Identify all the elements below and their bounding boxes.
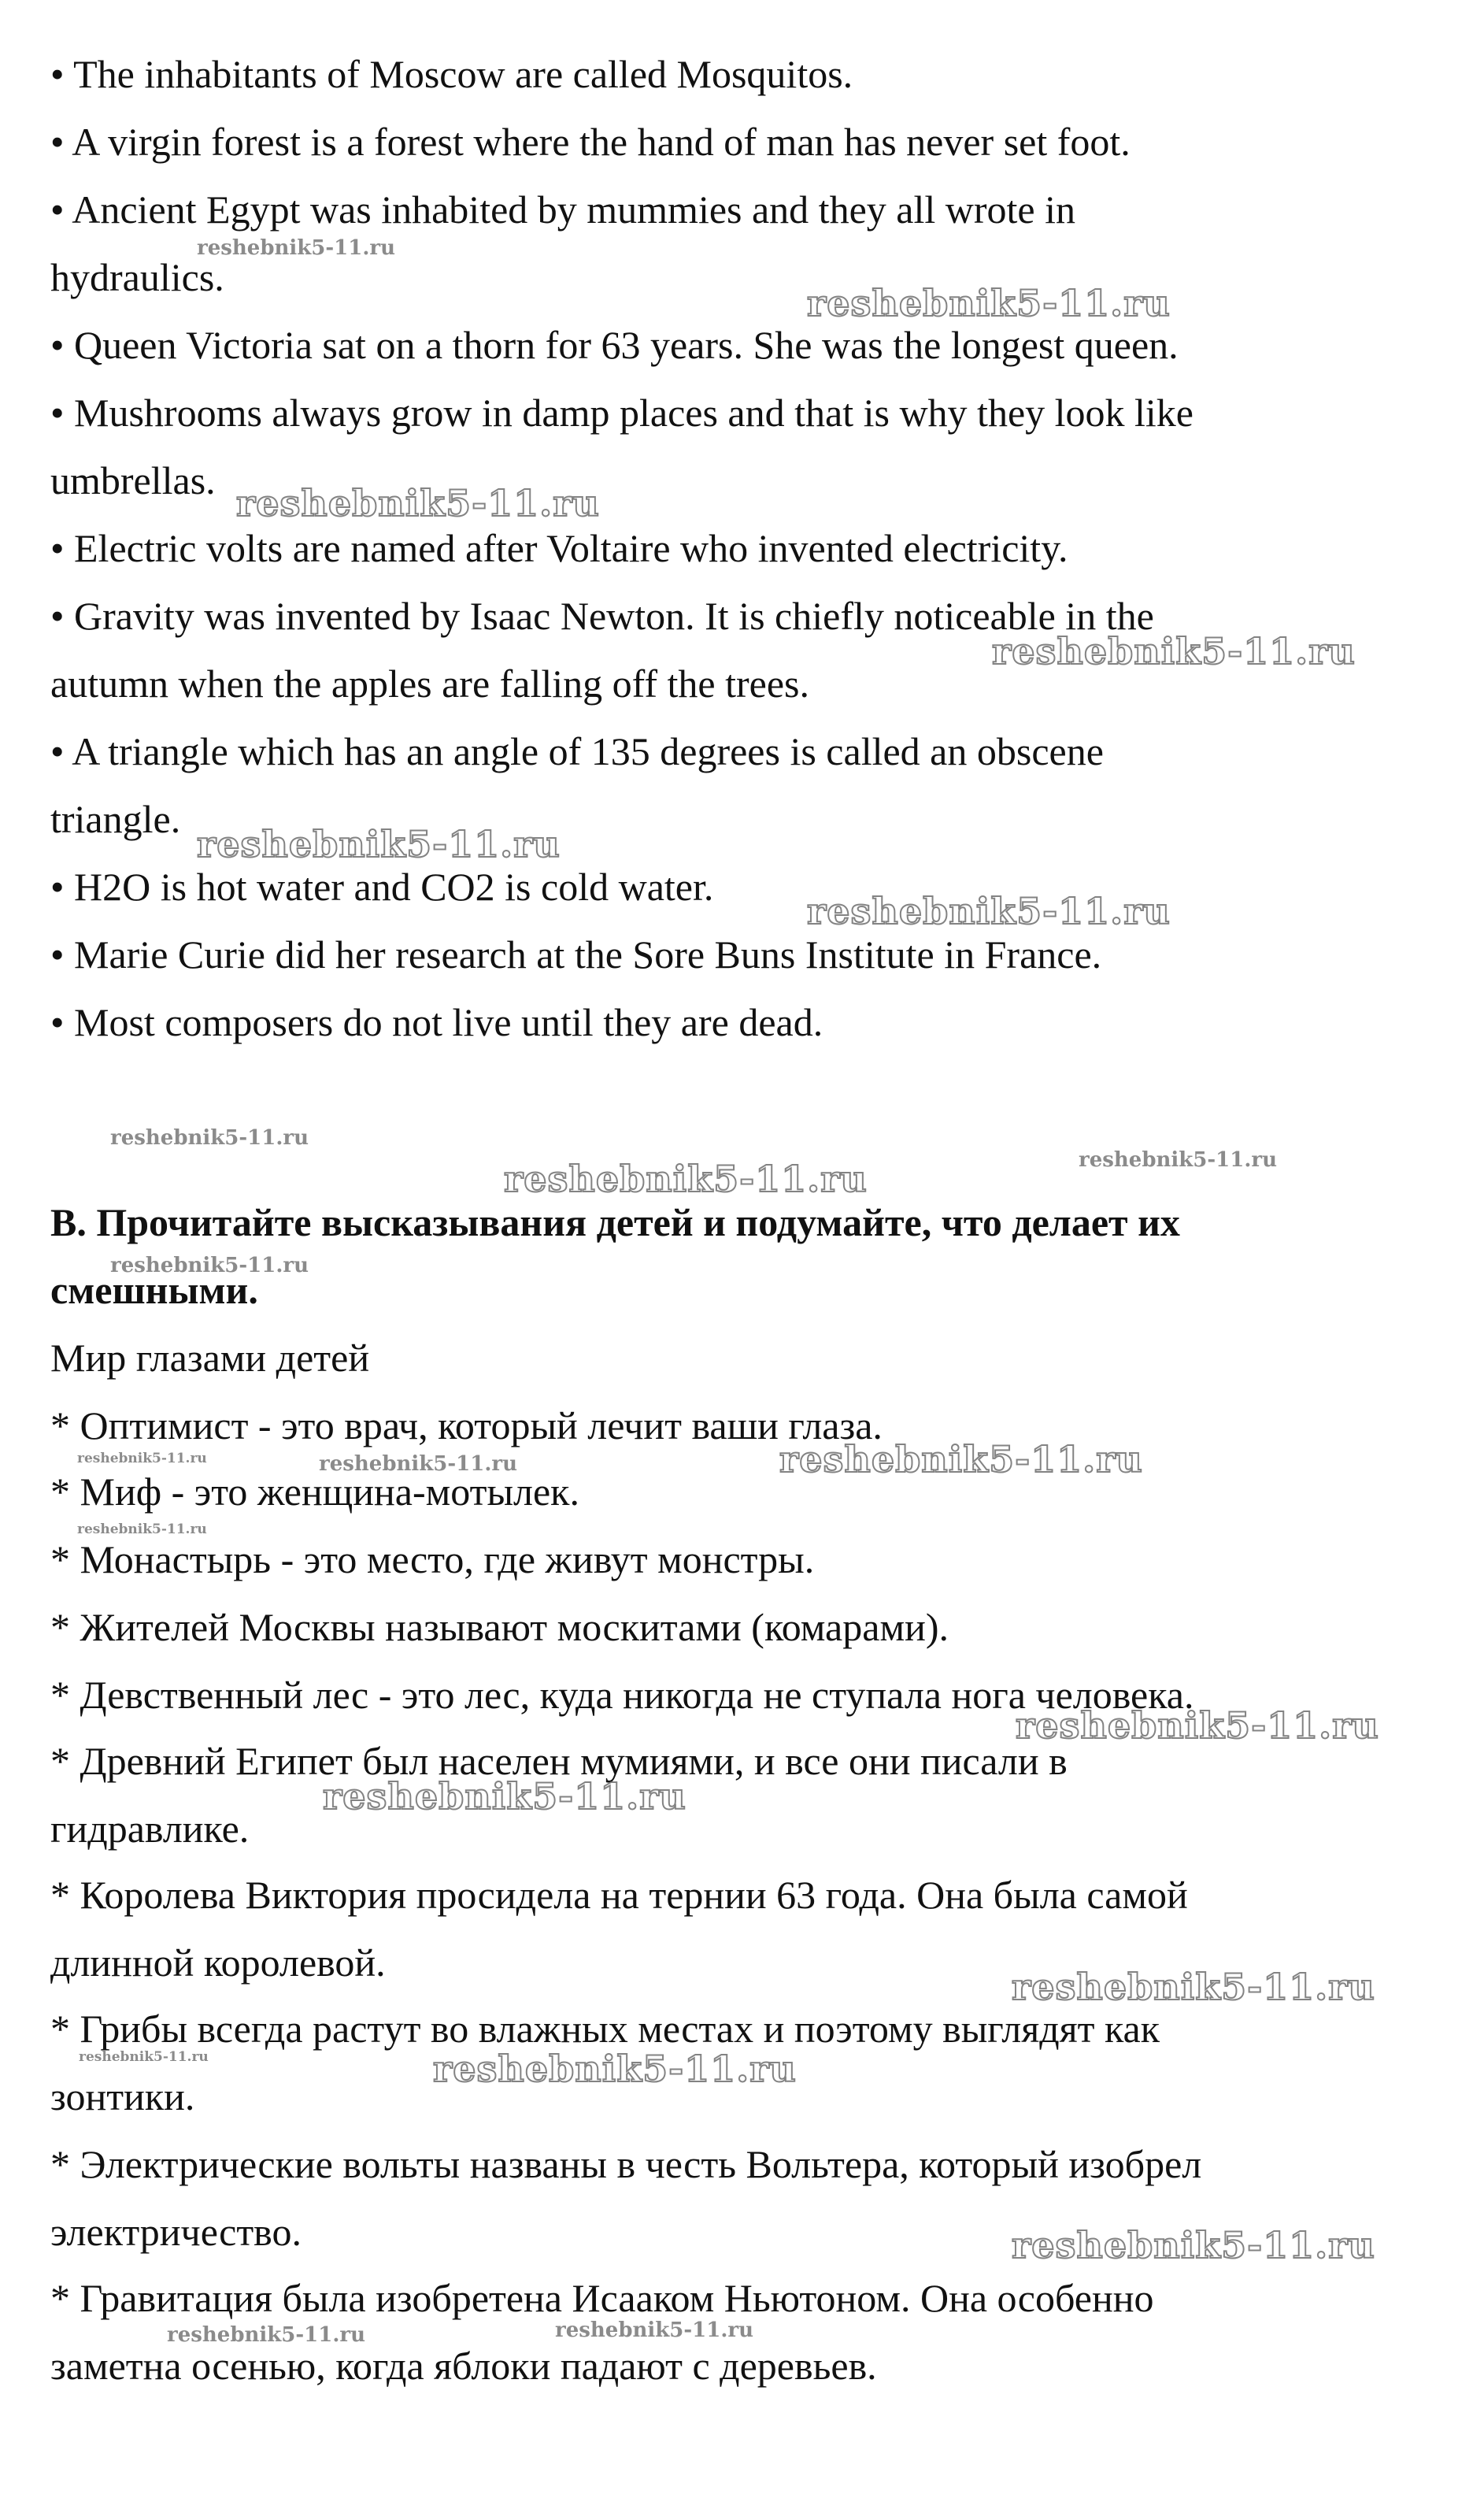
russian-line-3: * Монастырь - это место, где живут монстры. [50,1537,815,1581]
russian-line-12: * Электрические вольты названы в честь Вольтера, который изобрел [50,2142,1202,2186]
english-line-12: triangle. [50,797,181,841]
english-line-11: • A triangle which has an angle of 135 degrees is called an obscene [50,729,1104,773]
english-line-8: • Electric volts are named after Voltaire who invented electricity. [50,526,1068,570]
watermark: reshebnik5-11.ru [236,482,600,524]
watermark: reshebnik5-11.ru [77,1522,207,1537]
english-line-7: umbrellas. [50,458,216,502]
english-line-6: • Mushrooms always grow in damp places and that is why they look like [50,391,1194,435]
section-b-heading-line-1: B. Прочитайте высказывания детей и подумайте, что делает их [50,1200,1180,1244]
watermark: reshebnik5-11.ru [1012,2224,1375,2267]
english-line-5: • Queen Victoria sat on a thorn for 63 years. She was the longest queen. [50,323,1179,367]
watermark: reshebnik5-11.ru [197,236,396,260]
english-line-3: • Ancient Egypt was inhabited by mummies and they all wrote in [50,187,1075,232]
english-line-14: • Marie Curie did her research at the Sore Buns Institute in France. [50,932,1102,977]
watermark: reshebnik5-11.ru [79,2049,209,2065]
russian-line-8: * Королева Виктория просидела на тернии 63 года. Она была самой [50,1873,1188,1917]
watermark: reshebnik5-11.ru [110,1254,309,1277]
russian-line-2: * Миф - это женщина-мотылек. [50,1470,579,1514]
watermark: reshebnik5-11.ru [807,890,1171,932]
english-line-13: • H2O is hot water and CO2 is cold water. [50,865,714,909]
english-line-9: • Gravity was invented by Isaac Newton. It is chiefly noticeable in the [50,594,1154,638]
watermark: reshebnik5-11.ru [1079,1148,1278,1172]
russian-line-13: электричество. [50,2210,302,2254]
watermark: reshebnik5-11.ru [1012,1966,1375,2008]
watermark: reshebnik5-11.ru [110,1126,309,1150]
russian-line-10: * Грибы всегда растут во влажных местах и поэтому выглядят как [50,2007,1160,2051]
english-line-15: • Most composers do not live until they are dead. [50,1000,823,1044]
russian-line-7: гидравлике. [50,1807,250,1851]
watermark: reshebnik5-11.ru [992,630,1356,673]
watermark: reshebnik5-11.ru [1016,1704,1379,1747]
watermark: reshebnik5-11.ru [504,1158,868,1200]
russian-line-5: * Девственный лес - это лес, куда никогда не ступала нога человека. [50,1673,1194,1717]
english-line-1: • The inhabitants of Moscow are called Mosquitos. [50,52,853,96]
russian-line-9: длинной королевой. [50,1940,386,1985]
watermark: reshebnik5-11.ru [779,1438,1143,1481]
russian-line-4: * Жителей Москвы называют москитами (комарами). [50,1605,949,1649]
russian-line-15: заметна осенью, когда яблоки падают с деревьев. [50,2344,877,2388]
section-b-subtitle: Мир глазами детей [50,1336,370,1380]
watermark: reshebnik5-11.ru [433,2048,797,2090]
watermark: reshebnik5-11.ru [555,2318,754,2342]
watermark: reshebnik5-11.ru [167,2323,366,2347]
english-line-4: hydraulics. [50,255,224,299]
russian-line-6: * Древний Египет был населен мумиями, и все они писали в [50,1739,1068,1783]
russian-line-1: * Оптимист - это врач, который лечит ваши глаза. [50,1403,883,1447]
watermark: reshebnik5-11.ru [77,1451,207,1466]
watermark: reshebnik5-11.ru [197,823,561,865]
english-line-10: autumn when the apples are falling off the trees. [50,662,810,706]
russian-line-11: зонтики. [50,2074,195,2118]
russian-line-14: * Гравитация была изобретена Исааком Ньютоном. Она особенно [50,2276,1154,2320]
watermark: reshebnik5-11.ru [319,1452,518,1476]
english-line-2: • A virgin forest is a forest where the hand of man has never set foot. [50,120,1131,164]
section-b-heading-line-2: смешными. [50,1268,258,1312]
watermark: reshebnik5-11.ru [323,1775,686,1818]
watermark: reshebnik5-11.ru [807,282,1171,324]
